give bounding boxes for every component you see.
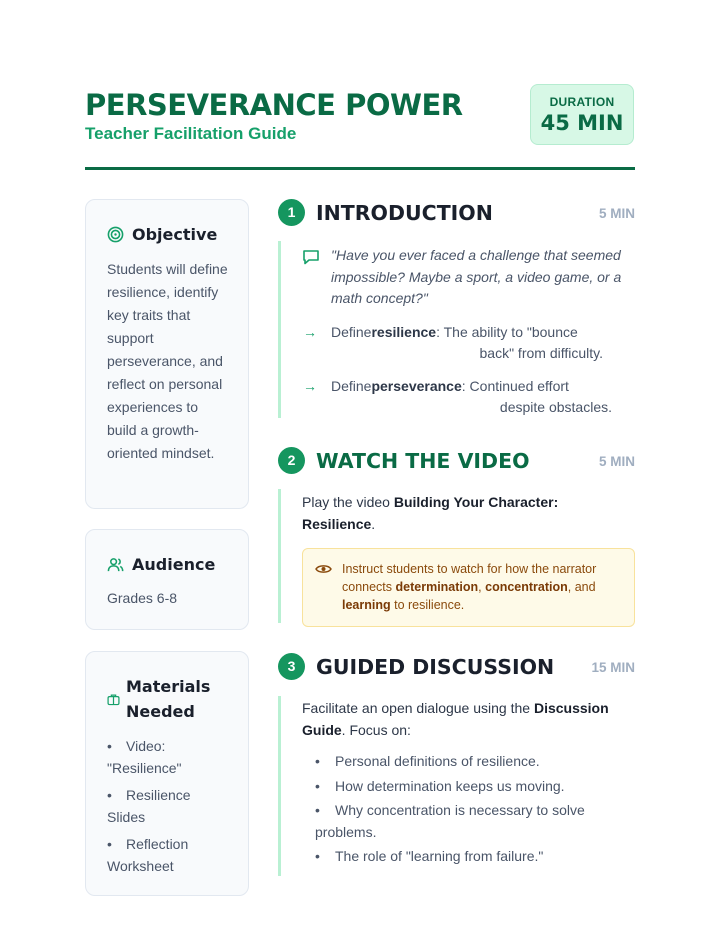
step-number: 1 bbox=[278, 199, 305, 226]
discussion-instruction: Facilitate an open dialogue using the Discussion Guide. Focus on: bbox=[302, 700, 609, 738]
materials-title bbox=[126, 674, 210, 724]
users-icon bbox=[107, 556, 124, 573]
header-divider bbox=[85, 167, 635, 170]
video-title: Building Your Character: Resilience bbox=[302, 494, 559, 532]
section-guided-discussion bbox=[278, 652, 635, 864]
discussion-guide-link: Discussion Guide bbox=[302, 700, 609, 738]
focus-list bbox=[302, 751, 635, 868]
materials-list bbox=[107, 736, 228, 877]
materials-card bbox=[85, 651, 249, 896]
duration-value: 45 MIN bbox=[540, 111, 624, 135]
step-number: 2 bbox=[278, 447, 305, 474]
callout-note: Instruct students to watch for how the narrator connects determination, concentration, and learning to resilience. bbox=[302, 548, 635, 627]
message-icon bbox=[302, 248, 320, 266]
video-instruction: Play the video Building Your Character: Resilience. bbox=[302, 494, 559, 532]
list-item: • Personal definitions of resilience. bbox=[315, 753, 540, 769]
objective-title: Objective bbox=[132, 225, 218, 244]
page-header bbox=[85, 84, 635, 148]
section-title: WATCH THE VIDEO bbox=[316, 449, 530, 473]
section-introduction bbox=[278, 198, 635, 415]
page-subtitle: Teacher Facilitation Guide bbox=[85, 124, 297, 143]
eye-icon bbox=[315, 563, 332, 575]
definition-resilience: → Defineresilience: The ability to "bounce back" from difficulty. bbox=[303, 323, 603, 361]
materials-title-line2: Needed bbox=[126, 702, 195, 721]
definition-perseverance: → Defineperseverance: Continued effort despite obstacles. bbox=[303, 377, 612, 415]
step-number: 3 bbox=[278, 653, 305, 680]
audience-card bbox=[85, 529, 249, 630]
section-body bbox=[278, 241, 635, 418]
briefcase-icon bbox=[107, 693, 120, 706]
audience-text: Grades 6-8 bbox=[107, 590, 178, 606]
section-title: GUIDED DISCUSSION bbox=[316, 655, 555, 679]
list-item: • How determination keeps us moving. bbox=[315, 777, 565, 794]
list-item: • Reflection Worksheet bbox=[107, 836, 189, 874]
list-item: • Video: "Resilience" bbox=[107, 738, 182, 776]
duration-badge bbox=[530, 84, 634, 145]
section-time: 5 MIN bbox=[598, 454, 635, 469]
section-body bbox=[278, 696, 635, 876]
duration-label: DURATION bbox=[549, 95, 615, 109]
objective-card bbox=[85, 199, 249, 509]
audience-title: Audience bbox=[132, 555, 216, 574]
section-time: 5 MIN bbox=[598, 206, 635, 221]
list-item: • The role of "learning from failure." bbox=[315, 848, 544, 864]
section-time: 15 MIN bbox=[591, 660, 635, 675]
section-body bbox=[278, 489, 635, 623]
arrow-right-icon: → bbox=[303, 377, 317, 394]
arrow-right-icon: → bbox=[303, 323, 317, 340]
page-title: PERSEVERANCE POWER bbox=[85, 88, 463, 122]
list-item: • Resilience Slides bbox=[107, 787, 191, 825]
section-title: INTRODUCTION bbox=[316, 201, 493, 225]
intro-quote: "Have you ever faced a challenge that seemed impossible? Maybe a sport, a video game, or a math concept?" bbox=[302, 245, 635, 310]
objective-text: Students will define resilience, identify key traits that support perseverance, and reflect on personal experiences to build a growth-oriented mindset. bbox=[107, 261, 228, 461]
section-watch-video bbox=[278, 446, 635, 612]
target-icon bbox=[107, 226, 124, 243]
list-item: • Why concentration is necessary to solve problems. bbox=[315, 802, 585, 840]
materials-title-line1: Materials bbox=[126, 677, 211, 696]
